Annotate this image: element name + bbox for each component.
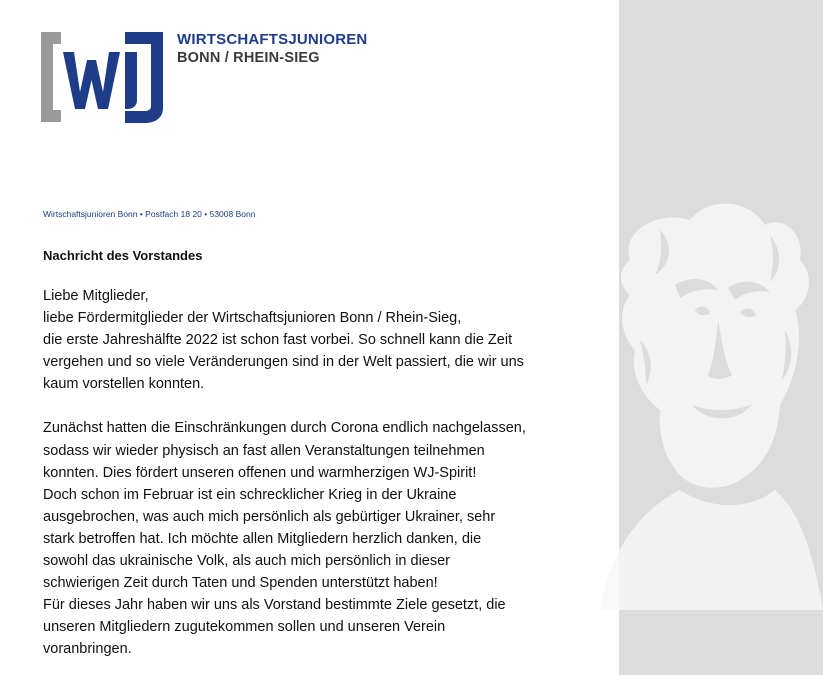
body-line: Liebe Mitglieder,	[43, 288, 149, 304]
letter-heading: Nachricht des Vorstandes	[43, 248, 203, 263]
body-line: Doch schon im Februar ist ein schrecklicher Krieg in der Ukraine	[43, 486, 457, 503]
body-line: sodass wir wieder physisch an fast allen Veranstaltungen teilnehmen	[43, 442, 485, 459]
body-line: die erste Jahreshälfte 2022 ist schon fast vorbei. So schnell kann die Zeit	[43, 332, 513, 349]
sender-address: Wirtschaftsjunioren Bonn • Postfach 18 20 • 53008 Bonn	[43, 209, 256, 219]
body-line: schwierigen Zeit durch Taten und Spenden unterstützt haben!	[43, 575, 438, 592]
beethoven-portrait-watermark	[600, 190, 823, 610]
paragraph-greeting	[43, 285, 623, 395]
body-line: ausgebrochen, was auch mich persönlich als gebürtiger Ukrainer, sehr	[43, 508, 496, 525]
letter-body	[43, 285, 623, 661]
paragraph-gap	[43, 395, 623, 417]
body-line: Für dieses Jahr haben wir uns als Vorstand bestimmte Ziele gesetzt, die	[43, 597, 506, 614]
body-line: liebe Fördermitglieder der Wirtschaftsjunioren Bonn / Rhein-Sieg,	[43, 310, 462, 327]
body-line: Zunächst hatten die Einschränkungen durch Corona endlich nachgelassen,	[43, 420, 526, 437]
body-line: sowohl das ukrainische Volk, als auch mich persönlich in dieser	[43, 553, 451, 570]
organization-name-line-2: BONN / RHEIN-SIEG	[177, 50, 320, 66]
organization-name	[177, 30, 367, 68]
body-line: voranbringen.	[43, 641, 132, 658]
body-line: kaum vorstellen konnten.	[43, 376, 205, 393]
wj-logo	[41, 30, 165, 124]
paragraph-main	[43, 417, 623, 660]
body-line: stark betroffen hat. Ich möchte allen Mitgliedern herzlich danken, die	[43, 530, 482, 547]
organization-name-line-1: WIRTSCHAFTSJUNIOREN	[177, 31, 368, 48]
body-line: unseren Mitgliedern zugutekommen sollen und unseren Verein	[43, 619, 446, 636]
body-line: vergehen und so viele Veränderungen sind in der Welt passiert, die wir uns	[43, 354, 524, 371]
body-line: konnten. Dies fördert unseren offenen und warmherzigen WJ-Spirit!	[43, 464, 477, 481]
